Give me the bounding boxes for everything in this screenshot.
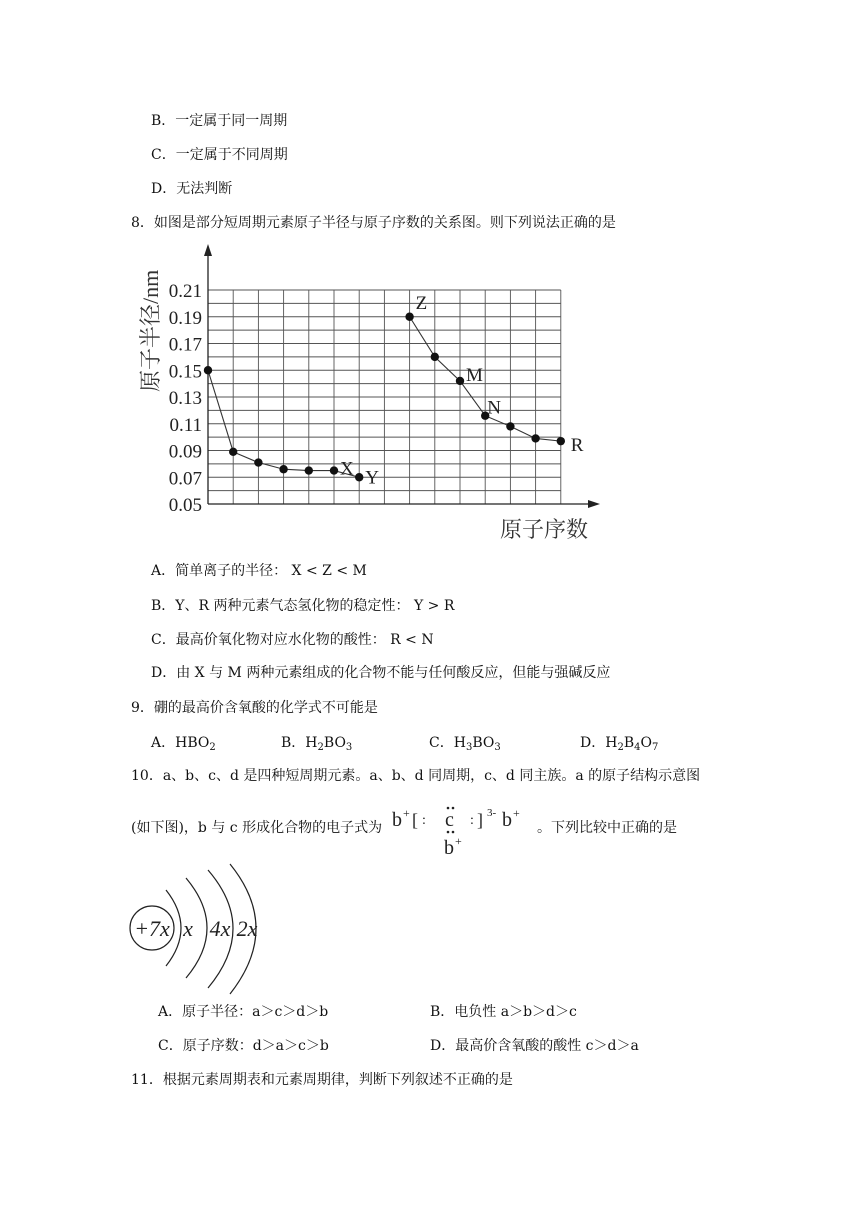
svg-text:c: c bbox=[445, 809, 454, 831]
q9-option-c: C．$H_3BO_3$ bbox=[429, 735, 501, 753]
q9-option-b: B．$H_2BO_3$ bbox=[281, 735, 353, 753]
chart-grid bbox=[208, 290, 561, 504]
y-tick-label: 0.11 bbox=[169, 414, 202, 436]
y-tick-label: 0.21 bbox=[168, 281, 202, 302]
data-point bbox=[279, 465, 287, 473]
chart-axes bbox=[204, 244, 600, 508]
q10-stem-line2-right: 。下列比较中正确的是 bbox=[537, 820, 677, 836]
q11-stem: 11．根据元素周期表和元素周期律，判断下列叙述不正确的是 bbox=[131, 1072, 513, 1088]
point-label-x: X bbox=[340, 458, 354, 480]
y-tick-label: 0.19 bbox=[168, 307, 202, 329]
data-point bbox=[557, 437, 565, 445]
svg-text:+: + bbox=[403, 806, 410, 820]
y-axis-label: 原子半径/nm bbox=[138, 269, 163, 392]
svg-text:[: [ bbox=[412, 810, 418, 830]
q8-option-b: B．Y、R 两种元素气态氢化物的稳定性： Y > R bbox=[151, 598, 455, 614]
q7-option-d: D．无法判断 bbox=[151, 181, 233, 197]
data-point bbox=[330, 466, 338, 474]
svg-text:4x: 4x bbox=[209, 916, 231, 941]
y-tick-label: 0.15 bbox=[168, 361, 202, 383]
data-point bbox=[229, 448, 237, 456]
electron-formula bbox=[390, 792, 540, 860]
svg-text::: : bbox=[470, 813, 474, 828]
svg-text:+: + bbox=[513, 806, 520, 820]
svg-text:3-: 3- bbox=[487, 807, 497, 819]
svg-text:2x: 2x bbox=[236, 916, 258, 941]
svg-text:b: b bbox=[444, 837, 454, 859]
svg-text:b: b bbox=[502, 809, 512, 831]
data-point bbox=[431, 353, 439, 361]
data-point bbox=[405, 313, 413, 321]
q10-option-d: D．最高价含氧酸的酸性 c＞d＞a bbox=[430, 1038, 639, 1054]
svg-text:b: b bbox=[392, 809, 402, 831]
q7-option-b: B．一定属于同一周期 bbox=[151, 113, 288, 129]
q10-stem-line2-left: (如下图)，b 与 c 形成化合物的电子式为 bbox=[131, 820, 383, 836]
svg-text:x: x bbox=[183, 916, 193, 941]
q9-option-a: A．$HBO_2$ bbox=[151, 735, 216, 753]
data-point bbox=[254, 458, 262, 466]
y-tick-labels bbox=[169, 281, 202, 516]
point-label-m: M bbox=[466, 364, 483, 386]
point-label-n: N bbox=[487, 397, 501, 419]
point-label-y: Y bbox=[365, 467, 379, 489]
data-point bbox=[531, 434, 539, 442]
data-point bbox=[506, 422, 514, 430]
y-tick-label: 0.17 bbox=[168, 334, 202, 356]
data-point bbox=[355, 473, 363, 481]
y-tick-label: 0.13 bbox=[168, 388, 202, 409]
point-labels bbox=[340, 293, 584, 489]
svg-text:+: + bbox=[455, 834, 462, 848]
svg-text::: : bbox=[422, 813, 426, 828]
svg-text:]: ] bbox=[477, 810, 483, 830]
q10-option-b: B．电负性 a＞b＞d＞c bbox=[430, 1004, 577, 1020]
q9-option-d: D．$H_2B_4O_7$ bbox=[580, 735, 659, 753]
data-point bbox=[204, 366, 212, 374]
y-tick-label: 0.09 bbox=[168, 441, 202, 463]
point-label-z: Z bbox=[415, 292, 428, 314]
q10-option-a: A．原子半径：a＞c＞d＞b bbox=[158, 1004, 329, 1020]
data-point bbox=[305, 466, 313, 474]
q8-option-c: C．最高价氧化物对应水化物的酸性： R < N bbox=[151, 632, 434, 648]
q8-option-a: A．简单离子的半径： X < Z < M bbox=[151, 563, 367, 579]
svg-text:+7x: +7x bbox=[134, 916, 170, 941]
point-label-r: R bbox=[570, 435, 584, 457]
q9-stem: 9．硼的最高价含氧酸的化学式不可能是 bbox=[131, 700, 378, 716]
atom-structure-diagram bbox=[120, 860, 280, 1000]
q8-option-d: D．由 X 与 M 两种元素组成的化合物不能与任何酸反应，但能与强碱反应 bbox=[151, 665, 611, 681]
q7-option-c: C．一定属于不同周期 bbox=[151, 147, 288, 163]
q8-stem: 8．如图是部分短周期元素原子半径与原子序数的关系图。则下列说法正确的是 bbox=[131, 215, 616, 231]
q10-option-c: C．原子序数：d＞a＞c＞b bbox=[158, 1038, 329, 1054]
y-tick-label: 0.07 bbox=[168, 468, 202, 490]
x-axis-label: 原子序数 bbox=[500, 517, 589, 542]
y-tick-label: 0.05 bbox=[168, 495, 202, 516]
q10-stem-line1: 10．a、b、c、d 是四种短周期元素。a、b、d 同周期，c、d 同主族。a 的原子结构示意图 bbox=[131, 768, 701, 784]
data-point bbox=[456, 377, 464, 385]
